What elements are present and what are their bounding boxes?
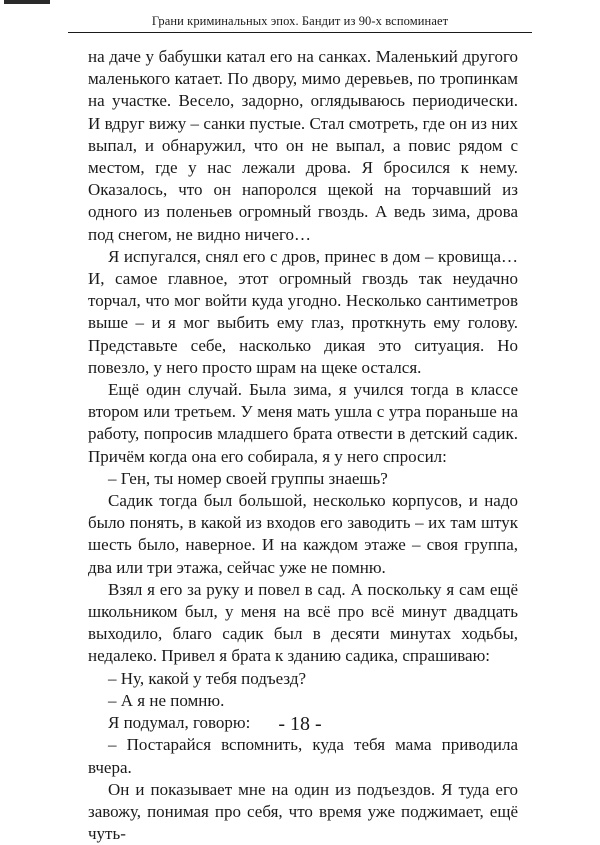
corner-scan-mark [4, 0, 50, 4]
paragraph: Я подумал, говорю: [108, 713, 251, 733]
running-head: Грани криминальных эпох. Бандит из 90-х вспоминает [151, 14, 449, 28]
paragraph: – Ген, ты номер своей группы знаешь? [108, 468, 388, 488]
paragraph: Я испугался, снял его с дров, принес в дом – кровища… И, самое главное, этот огромный гвоздь так неудачно торчал, что мог войти куда угодно. Несколько сантиметров выше – и я мог выбить ему глаз, проткнуть ему голову. Представьте себе, насколько дикая это ситуация. Но повезло, у него просто шрам на щеке остался. [88, 246, 518, 377]
paragraph: Он и показывает мне на один из подъездов. Я туда его завожу, понимая про себя, что время уже поджимает, ещё чуть- [88, 779, 518, 844]
paragraph: Взял я его за руку и повел в сад. А поскольку я сам ещё школьником был, у меня на всё про всё минут двадцать выходило, благо садик был в десяти минутах ходьбы, недалеко. Привел я брата к зданию садика, спрашиваю: [88, 579, 518, 666]
header-rule [68, 32, 532, 33]
paragraph: Ещё один случай. Была зима, я учился тогда в классе втором или третьем. У меня мать ушла с утра пораньше на работу, попросив младшего брата отвести в детский садик. Причём когда она его собирала, я у него спросил: [88, 380, 518, 466]
paragraph: – Постарайся вспомнить, куда тебя мама приводила вчера. [88, 735, 518, 777]
paragraph: – Ну, какой у тебя подъезд? [108, 668, 307, 688]
page-number: - 18 - [278, 713, 322, 735]
paragraph: – А я не помню. [108, 690, 225, 710]
paragraph: на даче у бабушки катал его на санках. Маленький другого маленького катает. По двору, мимо деревьев, по тропинкам на участке. Весело, задорно, оглядываюсь периодически. И вдруг вижу – санки пустые. Стал смотреть, где он из них выпал, и обнаружил, что он не выпал, а повис рядом с местом, где у нас лежали дрова. Я бросился к нему. Оказалось, что он напоролся щекой на торчавший из одного из поленьев огромный гвоздь. А ведь зима, дрова под снегом, не видно ничего… [88, 47, 518, 244]
paragraph: Садик тогда был большой, несколько корпусов, и надо было понять, в какой из входов его заводить – их там штук шесть было, наверное. И на каждом этаже – своя группа, два или три этажа, сейчас уже не помню. [88, 491, 518, 577]
